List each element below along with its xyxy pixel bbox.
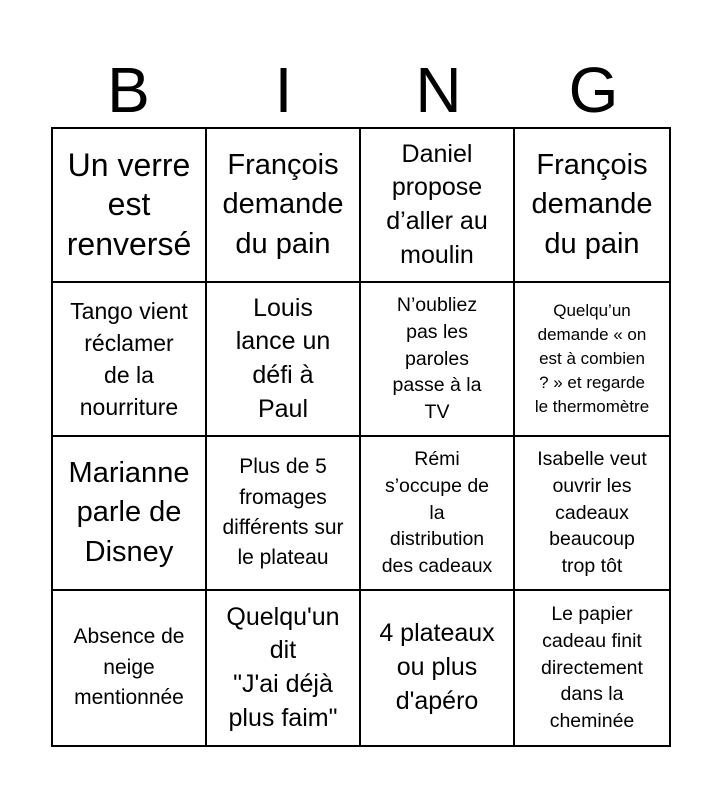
bingo-cell-r4c3[interactable]: 4 plateaux ou plus d'apéro [361,591,515,745]
bingo-cell-r1c3[interactable]: Daniel propose d’aller au moulin [361,129,515,283]
bingo-cell-r3c1[interactable]: Marianne parle de Disney [53,437,207,591]
bingo-cell-r4c2[interactable]: Quelqu'un dit "J'ai déjà plus faim" [207,591,361,745]
bingo-cell-r2c4[interactable]: Quelqu’un demande « on est à combien ? » et regarde le thermomètre [515,283,669,437]
bingo-cell-r2c3[interactable]: N’oubliez pas les paroles passe à la TV [361,283,515,437]
bingo-board [51,127,671,747]
bingo-cell-r2c1[interactable]: Tango vient réclamer de la nourriture [53,283,207,437]
bingo-cell-r3c2[interactable]: Plus de 5 fromages différents sur le plateau [207,437,361,591]
bingo-cell-r4c4[interactable]: Le papier cadeau finit directement dans la cheminée [541,602,643,733]
bingo-cell-r3c3[interactable]: Rémi s’occupe de la distribution des cadeaux [361,437,515,591]
header-letter-n: N [415,54,462,126]
header-letter-b: B [107,54,150,126]
header-letter-g: G [568,54,619,126]
bingo-cell-r4c1[interactable]: Absence de neige mentionnée [53,591,207,745]
bingo-cell-r1c2[interactable]: François demande du pain [207,129,361,283]
bingo-cell-r1c1[interactable]: Un verre est renversé [53,129,207,283]
bingo-cell-r2c2[interactable]: Louis lance un défi à Paul [207,283,361,437]
header-letter-i: I [274,54,293,126]
bingo-header [51,52,671,128]
bingo-cell-r1c4[interactable]: François demande du pain [515,129,669,283]
bingo-cell-r3c4[interactable]: Isabelle veut ouvrir les cadeaux beaucoup trop tôt [515,437,669,591]
